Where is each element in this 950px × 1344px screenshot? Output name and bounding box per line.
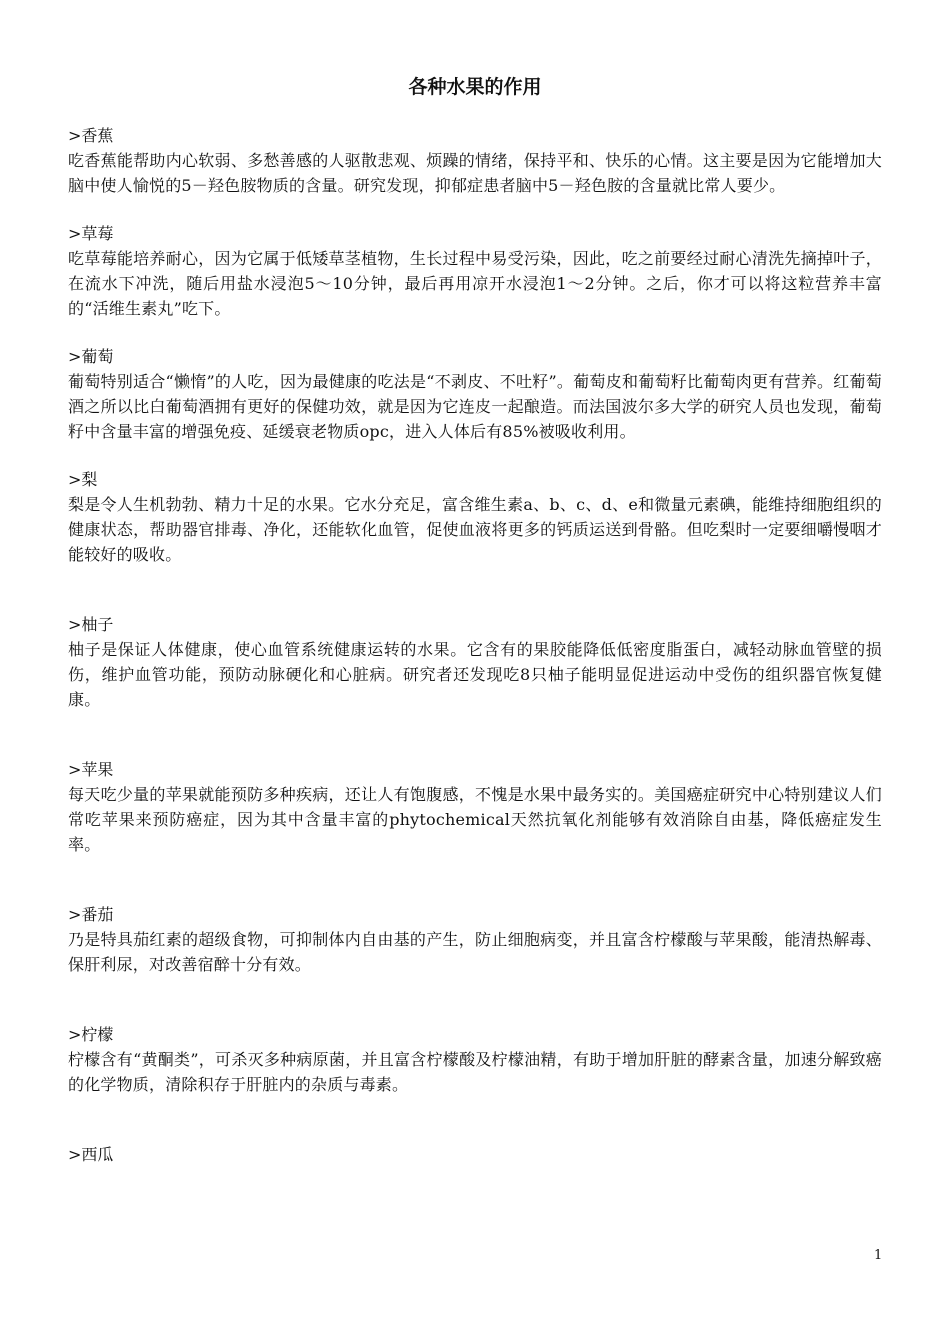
spacer — [68, 857, 882, 903]
section-grape — [68, 345, 882, 444]
section-body: 每天吃少量的苹果就能预防多种疾病，还让人有饱腹感，不愧是水果中最务实的。美国癌症研究中心特别建议人们常吃苹果来预防癌症，因为其中含量丰富的phytochemical天然抗氧化剂能够有效消除自由基，降低癌症发生率。 — [68, 785, 882, 854]
document-title: 各种水果的作用 — [408, 76, 542, 98]
section-heading: >葡萄 — [68, 347, 114, 366]
section-body: 柠檬含有“黄酮类”，可杀灭多种病原菌，并且富含柠檬酸及柠檬油精，有助于增加肝脏的酵素含量，加速分解致癌的化学物质，清除积存于肝脏内的杂质与毒素。 — [68, 1050, 882, 1094]
section-strawberry — [68, 222, 882, 321]
spacer — [68, 712, 882, 758]
section-heading: >草莓 — [68, 224, 114, 243]
section-body: 吃草莓能培养耐心，因为它属于低矮草茎植物，生长过程中易受污染，因此，吃之前要经过耐心清洗先摘掉叶子，在流水下冲洗，随后用盐水浸泡5～10分钟，最后再用凉开水浸泡1～2分钟。之后，你才可以将这粒营养丰富的“活维生素丸”吃下。 — [68, 249, 882, 318]
section-body: 柚子是保证人体健康，使心血管系统健康运转的水果。它含有的果胶能降低低密度脂蛋白，减轻动脉血管壁的损伤，维护血管功能，预防动脉硬化和心脏病。研究者还发现吃8只柚子能明显促进运动中受伤的组织器官恢复健康。 — [68, 640, 882, 709]
section-heading: >香蕉 — [68, 126, 114, 145]
section-body: 吃香蕉能帮助内心软弱、多愁善感的人驱散悲观、烦躁的情绪，保持平和、快乐的心情。这主要是因为它能增加大脑中使人愉悦的5－羟色胺物质的含量。研究发现，抑郁症患者脑中5－羟色胺的含量就比常人要少。 — [68, 151, 882, 195]
section-apple — [68, 758, 882, 857]
spacer — [68, 977, 882, 1023]
section-heading: >番茄 — [68, 905, 114, 924]
section-heading: >苹果 — [68, 760, 114, 779]
section-pomelo — [68, 613, 882, 712]
section-heading: >柠檬 — [68, 1025, 114, 1044]
document-page — [68, 72, 882, 1167]
section-heading: >西瓜 — [68, 1145, 114, 1164]
section-heading: >梨 — [68, 470, 98, 489]
section-body: 梨是令人生机勃勃、精力十足的水果。它水分充足，富含维生素a、b、c、d、e和微量元素碘，能维持细胞组织的健康状态，帮助器官排毒、净化，还能软化血管，促使血液将更多的钙质运送到骨骼。但吃梨时一定要细嚼慢咽才能较好的吸收。 — [68, 495, 882, 564]
page-number: 1 — [874, 1248, 883, 1263]
section-watermelon — [68, 1143, 882, 1167]
section-banana — [68, 124, 882, 198]
section-tomato — [68, 903, 882, 977]
section-lemon — [68, 1023, 882, 1097]
spacer — [68, 321, 882, 345]
section-heading: >柚子 — [68, 615, 114, 634]
spacer — [68, 567, 882, 613]
section-body: 乃是特具茄红素的超级食物，可抑制体内自由基的产生，防止细胞病变，并且富含柠檬酸与苹果酸，能清热解毒、保肝利尿，对改善宿醉十分有效。 — [68, 930, 882, 974]
spacer — [68, 1097, 882, 1143]
spacer — [68, 444, 882, 468]
spacer — [68, 198, 882, 222]
section-pear — [68, 468, 882, 567]
section-body: 葡萄特别适合“懒惰”的人吃，因为最健康的吃法是“不剥皮、不吐籽”。葡萄皮和葡萄籽比葡萄肉更有营养。红葡萄酒之所以比白葡萄酒拥有更好的保健功效，就是因为它连皮一起酿造。而法国波尔多大学的研究人员也发现，葡萄籽中含量丰富的增强免疫、延缓衰老物质opc，进入人体后有85%被吸收利用。 — [68, 372, 882, 441]
